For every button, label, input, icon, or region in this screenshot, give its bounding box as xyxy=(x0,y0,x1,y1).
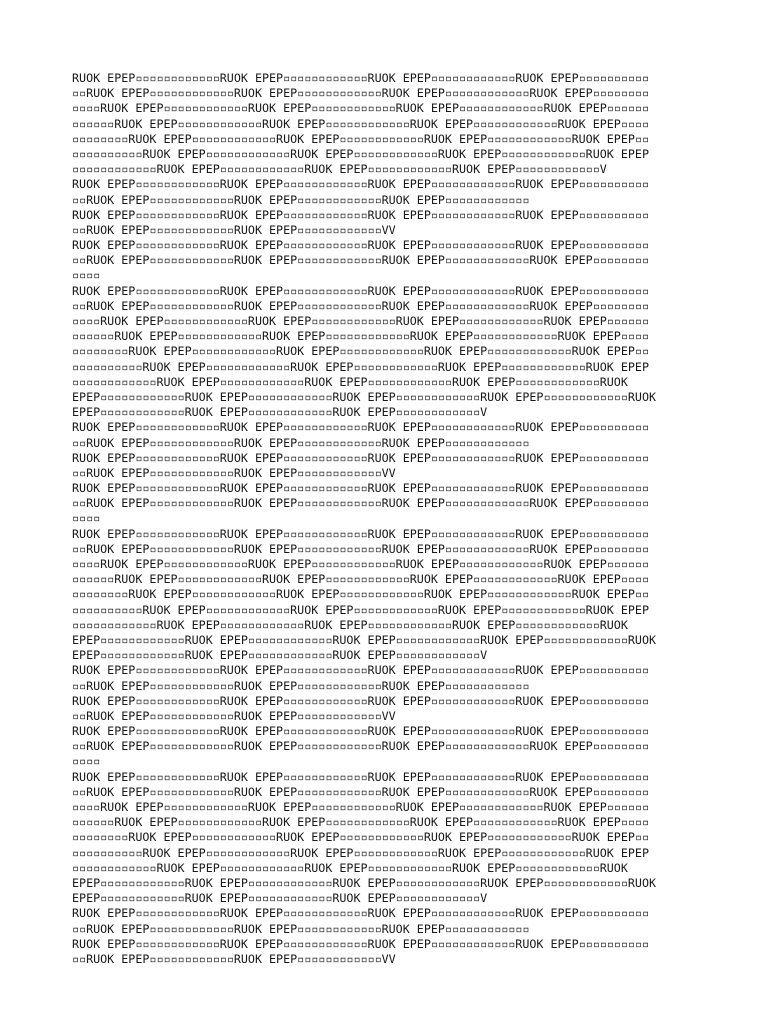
text-line: ▫▫▫▫▫▫▫▫▫▫RUOK EPEP▫▫▫▫▫▫▫▫▫▫▫▫RUOK EPEP▫▫▫▫▫▫▫▫▫▫▫▫RUOK EPEP▫▫▫▫▫▫▫▫▫▫▫▫RUOK EPEP xyxy=(72,359,649,374)
text-line: ▫▫RUOK EPEP▫▫▫▫▫▫▫▫▫▫▫▫RUOK EPEP▫▫▫▫▫▫▫▫▫▫▫▫VV xyxy=(72,708,396,723)
text-line: ▫▫▫▫ xyxy=(72,511,101,526)
text-line: RUOK EPEP▫▫▫▫▫▫▫▫▫▫▫▫RUOK EPEP▫▫▫▫▫▫▫▫▫▫▫▫RUOK EPEP▫▫▫▫▫▫▫▫▫▫▫▫RUOK EPEP▫▫▫▫▫▫▫▫▫▫ xyxy=(72,481,649,496)
text-line: RUOK EPEP▫▫▫▫▫▫▫▫▫▫▫▫RUOK EPEP▫▫▫▫▫▫▫▫▫▫▫▫RUOK EPEP▫▫▫▫▫▫▫▫▫▫▫▫RUOK EPEP▫▫▫▫▫▫▫▫▫▫ xyxy=(72,724,649,739)
text-line: ▫▫RUOK EPEP▫▫▫▫▫▫▫▫▫▫▫▫RUOK EPEP▫▫▫▫▫▫▫▫▫▫▫▫RUOK EPEP▫▫▫▫▫▫▫▫▫▫▫▫ xyxy=(72,192,530,207)
text-line: RUOK EPEP▫▫▫▫▫▫▫▫▫▫▫▫RUOK EPEP▫▫▫▫▫▫▫▫▫▫▫▫RUOK EPEP▫▫▫▫▫▫▫▫▫▫▫▫RUOK EPEP▫▫▫▫▫▫▫▫▫▫ xyxy=(72,769,649,784)
text-line: ▫▫▫▫▫▫▫▫RUOK EPEP▫▫▫▫▫▫▫▫▫▫▫▫RUOK EPEP▫▫▫▫▫▫▫▫▫▫▫▫RUOK EPEP▫▫▫▫▫▫▫▫▫▫▫▫RUOK EPEP▫▫ xyxy=(72,344,649,359)
text-line: ▫▫▫▫▫▫RUOK EPEP▫▫▫▫▫▫▫▫▫▫▫▫RUOK EPEP▫▫▫▫▫▫▫▫▫▫▫▫RUOK EPEP▫▫▫▫▫▫▫▫▫▫▫▫RUOK EPEP▫▫▫▫ xyxy=(72,572,649,587)
text-line: EPEP▫▫▫▫▫▫▫▫▫▫▫▫RUOK EPEP▫▫▫▫▫▫▫▫▫▫▫▫RUOK EPEP▫▫▫▫▫▫▫▫▫▫▫▫V xyxy=(72,405,488,420)
text-line: EPEP▫▫▫▫▫▫▫▫▫▫▫▫RUOK EPEP▫▫▫▫▫▫▫▫▫▫▫▫RUOK EPEP▫▫▫▫▫▫▫▫▫▫▫▫RUOK EPEP▫▫▫▫▫▫▫▫▫▫▫▫RUOK xyxy=(72,875,657,890)
text-line: ▫▫▫▫▫▫▫▫RUOK EPEP▫▫▫▫▫▫▫▫▫▫▫▫RUOK EPEP▫▫▫▫▫▫▫▫▫▫▫▫RUOK EPEP▫▫▫▫▫▫▫▫▫▫▫▫RUOK EPEP▫▫ xyxy=(72,131,649,146)
text-line: ▫▫▫▫▫▫▫▫RUOK EPEP▫▫▫▫▫▫▫▫▫▫▫▫RUOK EPEP▫▫▫▫▫▫▫▫▫▫▫▫RUOK EPEP▫▫▫▫▫▫▫▫▫▫▫▫RUOK EPEP▫▫ xyxy=(72,830,649,845)
text-line: EPEP▫▫▫▫▫▫▫▫▫▫▫▫RUOK EPEP▫▫▫▫▫▫▫▫▫▫▫▫RUOK EPEP▫▫▫▫▫▫▫▫▫▫▫▫V xyxy=(72,891,488,906)
text-line: ▫▫▫▫▫▫RUOK EPEP▫▫▫▫▫▫▫▫▫▫▫▫RUOK EPEP▫▫▫▫▫▫▫▫▫▫▫▫RUOK EPEP▫▫▫▫▫▫▫▫▫▫▫▫RUOK EPEP▫▫▫▫ xyxy=(72,815,649,830)
text-line: ▫▫RUOK EPEP▫▫▫▫▫▫▫▫▫▫▫▫RUOK EPEP▫▫▫▫▫▫▫▫▫▫▫▫RUOK EPEP▫▫▫▫▫▫▫▫▫▫▫▫ xyxy=(72,678,530,693)
text-line: ▫▫▫▫▫▫▫▫▫▫RUOK EPEP▫▫▫▫▫▫▫▫▫▫▫▫RUOK EPEP▫▫▫▫▫▫▫▫▫▫▫▫RUOK EPEP▫▫▫▫▫▫▫▫▫▫▫▫RUOK EPEP xyxy=(72,146,649,161)
text-line: ▫▫▫▫▫▫RUOK EPEP▫▫▫▫▫▫▫▫▫▫▫▫RUOK EPEP▫▫▫▫▫▫▫▫▫▫▫▫RUOK EPEP▫▫▫▫▫▫▫▫▫▫▫▫RUOK EPEP▫▫▫▫ xyxy=(72,116,649,131)
text-line: ▫▫▫▫▫▫▫▫▫▫▫▫RUOK EPEP▫▫▫▫▫▫▫▫▫▫▫▫RUOK EPEP▫▫▫▫▫▫▫▫▫▫▫▫RUOK EPEP▫▫▫▫▫▫▫▫▫▫▫▫V xyxy=(72,162,607,177)
text-line: EPEP▫▫▫▫▫▫▫▫▫▫▫▫RUOK EPEP▫▫▫▫▫▫▫▫▫▫▫▫RUOK EPEP▫▫▫▫▫▫▫▫▫▫▫▫RUOK EPEP▫▫▫▫▫▫▫▫▫▫▫▫RUOK xyxy=(72,632,657,647)
text-line: ▫▫RUOK EPEP▫▫▫▫▫▫▫▫▫▫▫▫RUOK EPEP▫▫▫▫▫▫▫▫▫▫▫▫RUOK EPEP▫▫▫▫▫▫▫▫▫▫▫▫RUOK EPEP▫▫▫▫▫▫▫▫ xyxy=(72,298,649,313)
text-line: RUOK EPEP▫▫▫▫▫▫▫▫▫▫▫▫RUOK EPEP▫▫▫▫▫▫▫▫▫▫▫▫RUOK EPEP▫▫▫▫▫▫▫▫▫▫▫▫RUOK EPEP▫▫▫▫▫▫▫▫▫▫ xyxy=(72,526,649,541)
text-line: ▫▫▫▫RUOK EPEP▫▫▫▫▫▫▫▫▫▫▫▫RUOK EPEP▫▫▫▫▫▫▫▫▫▫▫▫RUOK EPEP▫▫▫▫▫▫▫▫▫▫▫▫RUOK EPEP▫▫▫▫▫▫ xyxy=(72,557,649,571)
text-line: ▫▫▫▫▫▫▫▫▫▫▫▫RUOK EPEP▫▫▫▫▫▫▫▫▫▫▫▫RUOK EPEP▫▫▫▫▫▫▫▫▫▫▫▫RUOK EPEP▫▫▫▫▫▫▫▫▫▫▫▫RUOK xyxy=(72,374,628,389)
text-line: RUOK EPEP▫▫▫▫▫▫▫▫▫▫▫▫RUOK EPEP▫▫▫▫▫▫▫▫▫▫▫▫RUOK EPEP▫▫▫▫▫▫▫▫▫▫▫▫RUOK EPEP▫▫▫▫▫▫▫▫▫▫ xyxy=(72,71,649,85)
text-line: RUOK EPEP▫▫▫▫▫▫▫▫▫▫▫▫RUOK EPEP▫▫▫▫▫▫▫▫▫▫▫▫RUOK EPEP▫▫▫▫▫▫▫▫▫▫▫▫RUOK EPEP▫▫▫▫▫▫▫▫▫▫ xyxy=(72,207,649,222)
text-line: ▫▫▫▫▫▫▫▫▫▫▫▫RUOK EPEP▫▫▫▫▫▫▫▫▫▫▫▫RUOK EPEP▫▫▫▫▫▫▫▫▫▫▫▫RUOK EPEP▫▫▫▫▫▫▫▫▫▫▫▫RUOK xyxy=(72,860,628,875)
text-line: ▫▫▫▫▫▫▫▫▫▫▫▫RUOK EPEP▫▫▫▫▫▫▫▫▫▫▫▫RUOK EPEP▫▫▫▫▫▫▫▫▫▫▫▫RUOK EPEP▫▫▫▫▫▫▫▫▫▫▫▫RUOK xyxy=(72,617,628,632)
text-line: RUOK EPEP▫▫▫▫▫▫▫▫▫▫▫▫RUOK EPEP▫▫▫▫▫▫▫▫▫▫▫▫RUOK EPEP▫▫▫▫▫▫▫▫▫▫▫▫RUOK EPEP▫▫▫▫▫▫▫▫▫▫ xyxy=(72,693,649,708)
text-line: EPEP▫▫▫▫▫▫▫▫▫▫▫▫RUOK EPEP▫▫▫▫▫▫▫▫▫▫▫▫RUOK EPEP▫▫▫▫▫▫▫▫▫▫▫▫V xyxy=(72,648,488,663)
text-line: RUOK EPEP▫▫▫▫▫▫▫▫▫▫▫▫RUOK EPEP▫▫▫▫▫▫▫▫▫▫▫▫RUOK EPEP▫▫▫▫▫▫▫▫▫▫▫▫RUOK EPEP▫▫▫▫▫▫▫▫▫▫ xyxy=(72,450,649,465)
text-line: ▫▫▫▫RUOK EPEP▫▫▫▫▫▫▫▫▫▫▫▫RUOK EPEP▫▫▫▫▫▫▫▫▫▫▫▫RUOK EPEP▫▫▫▫▫▫▫▫▫▫▫▫RUOK EPEP▫▫▫▫▫▫ xyxy=(72,101,649,116)
text-line: ▫▫RUOK EPEP▫▫▫▫▫▫▫▫▫▫▫▫RUOK EPEP▫▫▫▫▫▫▫▫▫▫▫▫VV xyxy=(72,222,396,237)
text-line: RUOK EPEP▫▫▫▫▫▫▫▫▫▫▫▫RUOK EPEP▫▫▫▫▫▫▫▫▫▫▫▫RUOK EPEP▫▫▫▫▫▫▫▫▫▫▫▫RUOK EPEP▫▫▫▫▫▫▫▫▫▫ xyxy=(72,906,649,921)
text-line: ▫▫▫▫▫▫▫▫▫▫RUOK EPEP▫▫▫▫▫▫▫▫▫▫▫▫RUOK EPEP▫▫▫▫▫▫▫▫▫▫▫▫RUOK EPEP▫▫▫▫▫▫▫▫▫▫▫▫RUOK EPEP xyxy=(72,845,649,860)
text-line: ▫▫▫▫▫▫▫▫▫▫RUOK EPEP▫▫▫▫▫▫▫▫▫▫▫▫RUOK EPEP▫▫▫▫▫▫▫▫▫▫▫▫RUOK EPEP▫▫▫▫▫▫▫▫▫▫▫▫RUOK EPEP xyxy=(72,602,649,617)
text-block-4 xyxy=(72,770,712,967)
text-line: RUOK EPEP▫▫▫▫▫▫▫▫▫▫▫▫RUOK EPEP▫▫▫▫▫▫▫▫▫▫▫▫RUOK EPEP▫▫▫▫▫▫▫▫▫▫▫▫RUOK EPEP▫▫▫▫▫▫▫▫▫▫ xyxy=(72,238,649,253)
text-line: EPEP▫▫▫▫▫▫▫▫▫▫▫▫RUOK EPEP▫▫▫▫▫▫▫▫▫▫▫▫RUOK EPEP▫▫▫▫▫▫▫▫▫▫▫▫RUOK EPEP▫▫▫▫▫▫▫▫▫▫▫▫RUOK xyxy=(72,389,657,404)
text-line: ▫▫RUOK EPEP▫▫▫▫▫▫▫▫▫▫▫▫RUOK EPEP▫▫▫▫▫▫▫▫▫▫▫▫RUOK EPEP▫▫▫▫▫▫▫▫▫▫▫▫RUOK EPEP▫▫▫▫▫▫▫▫ xyxy=(72,784,649,799)
text-line: ▫▫RUOK EPEP▫▫▫▫▫▫▫▫▫▫▫▫RUOK EPEP▫▫▫▫▫▫▫▫▫▫▫▫RUOK EPEP▫▫▫▫▫▫▫▫▫▫▫▫ xyxy=(72,435,530,450)
text-line: ▫▫▫▫▫▫RUOK EPEP▫▫▫▫▫▫▫▫▫▫▫▫RUOK EPEP▫▫▫▫▫▫▫▫▫▫▫▫RUOK EPEP▫▫▫▫▫▫▫▫▫▫▫▫RUOK EPEP▫▫▫▫ xyxy=(72,329,649,344)
text-line: ▫▫▫▫RUOK EPEP▫▫▫▫▫▫▫▫▫▫▫▫RUOK EPEP▫▫▫▫▫▫▫▫▫▫▫▫RUOK EPEP▫▫▫▫▫▫▫▫▫▫▫▫RUOK EPEP▫▫▫▫▫▫ xyxy=(72,800,649,814)
text-line: RUOK EPEP▫▫▫▫▫▫▫▫▫▫▫▫RUOK EPEP▫▫▫▫▫▫▫▫▫▫▫▫RUOK EPEP▫▫▫▫▫▫▫▫▫▫▫▫RUOK EPEP▫▫▫▫▫▫▫▫▫▫ xyxy=(72,420,649,435)
text-line: ▫▫▫▫ xyxy=(72,754,101,769)
text-line: ▫▫RUOK EPEP▫▫▫▫▫▫▫▫▫▫▫▫RUOK EPEP▫▫▫▫▫▫▫▫▫▫▫▫RUOK EPEP▫▫▫▫▫▫▫▫▫▫▫▫RUOK EPEP▫▫▫▫▫▫▫▫ xyxy=(72,86,649,101)
text-line: ▫▫RUOK EPEP▫▫▫▫▫▫▫▫▫▫▫▫RUOK EPEP▫▫▫▫▫▫▫▫▫▫▫▫RUOK EPEP▫▫▫▫▫▫▫▫▫▫▫▫RUOK EPEP▫▫▫▫▫▫▫▫ xyxy=(72,253,649,268)
text-line: RUOK EPEP▫▫▫▫▫▫▫▫▫▫▫▫RUOK EPEP▫▫▫▫▫▫▫▫▫▫▫▫RUOK EPEP▫▫▫▫▫▫▫▫▫▫▫▫RUOK EPEP▫▫▫▫▫▫▫▫▫▫ xyxy=(72,663,649,678)
text-line: RUOK EPEP▫▫▫▫▫▫▫▫▫▫▫▫RUOK EPEP▫▫▫▫▫▫▫▫▫▫▫▫RUOK EPEP▫▫▫▫▫▫▫▫▫▫▫▫RUOK EPEP▫▫▫▫▫▫▫▫▫▫ xyxy=(72,177,649,192)
text-line: ▫▫RUOK EPEP▫▫▫▫▫▫▫▫▫▫▫▫RUOK EPEP▫▫▫▫▫▫▫▫▫▫▫▫RUOK EPEP▫▫▫▫▫▫▫▫▫▫▫▫ xyxy=(72,921,530,936)
text-block-1 xyxy=(72,71,712,284)
text-line: RUOK EPEP▫▫▫▫▫▫▫▫▫▫▫▫RUOK EPEP▫▫▫▫▫▫▫▫▫▫▫▫RUOK EPEP▫▫▫▫▫▫▫▫▫▫▫▫RUOK EPEP▫▫▫▫▫▫▫▫▫▫ xyxy=(72,283,649,298)
text-line: ▫▫RUOK EPEP▫▫▫▫▫▫▫▫▫▫▫▫RUOK EPEP▫▫▫▫▫▫▫▫▫▫▫▫VV xyxy=(72,951,396,966)
text-line: ▫▫RUOK EPEP▫▫▫▫▫▫▫▫▫▫▫▫RUOK EPEP▫▫▫▫▫▫▫▫▫▫▫▫RUOK EPEP▫▫▫▫▫▫▫▫▫▫▫▫RUOK EPEP▫▫▫▫▫▫▫▫ xyxy=(72,739,649,754)
document-page xyxy=(72,71,712,967)
text-line: ▫▫▫▫▫▫▫▫RUOK EPEP▫▫▫▫▫▫▫▫▫▫▫▫RUOK EPEP▫▫▫▫▫▫▫▫▫▫▫▫RUOK EPEP▫▫▫▫▫▫▫▫▫▫▫▫RUOK EPEP▫▫ xyxy=(72,587,649,602)
text-line: ▫▫RUOK EPEP▫▫▫▫▫▫▫▫▫▫▫▫RUOK EPEP▫▫▫▫▫▫▫▫▫▫▫▫RUOK EPEP▫▫▫▫▫▫▫▫▫▫▫▫RUOK EPEP▫▫▫▫▫▫▫▫ xyxy=(72,541,649,556)
text-line: ▫▫RUOK EPEP▫▫▫▫▫▫▫▫▫▫▫▫RUOK EPEP▫▫▫▫▫▫▫▫▫▫▫▫VV xyxy=(72,465,396,480)
text-block-2 xyxy=(72,284,712,527)
text-line: ▫▫▫▫ xyxy=(72,268,101,283)
text-line: ▫▫RUOK EPEP▫▫▫▫▫▫▫▫▫▫▫▫RUOK EPEP▫▫▫▫▫▫▫▫▫▫▫▫RUOK EPEP▫▫▫▫▫▫▫▫▫▫▫▫RUOK EPEP▫▫▫▫▫▫▫▫ xyxy=(72,496,649,511)
text-line: RUOK EPEP▫▫▫▫▫▫▫▫▫▫▫▫RUOK EPEP▫▫▫▫▫▫▫▫▫▫▫▫RUOK EPEP▫▫▫▫▫▫▫▫▫▫▫▫RUOK EPEP▫▫▫▫▫▫▫▫▫▫ xyxy=(72,936,649,951)
text-block-3 xyxy=(72,527,712,770)
text-line: ▫▫▫▫RUOK EPEP▫▫▫▫▫▫▫▫▫▫▫▫RUOK EPEP▫▫▫▫▫▫▫▫▫▫▫▫RUOK EPEP▫▫▫▫▫▫▫▫▫▫▫▫RUOK EPEP▫▫▫▫▫▫ xyxy=(72,314,649,328)
